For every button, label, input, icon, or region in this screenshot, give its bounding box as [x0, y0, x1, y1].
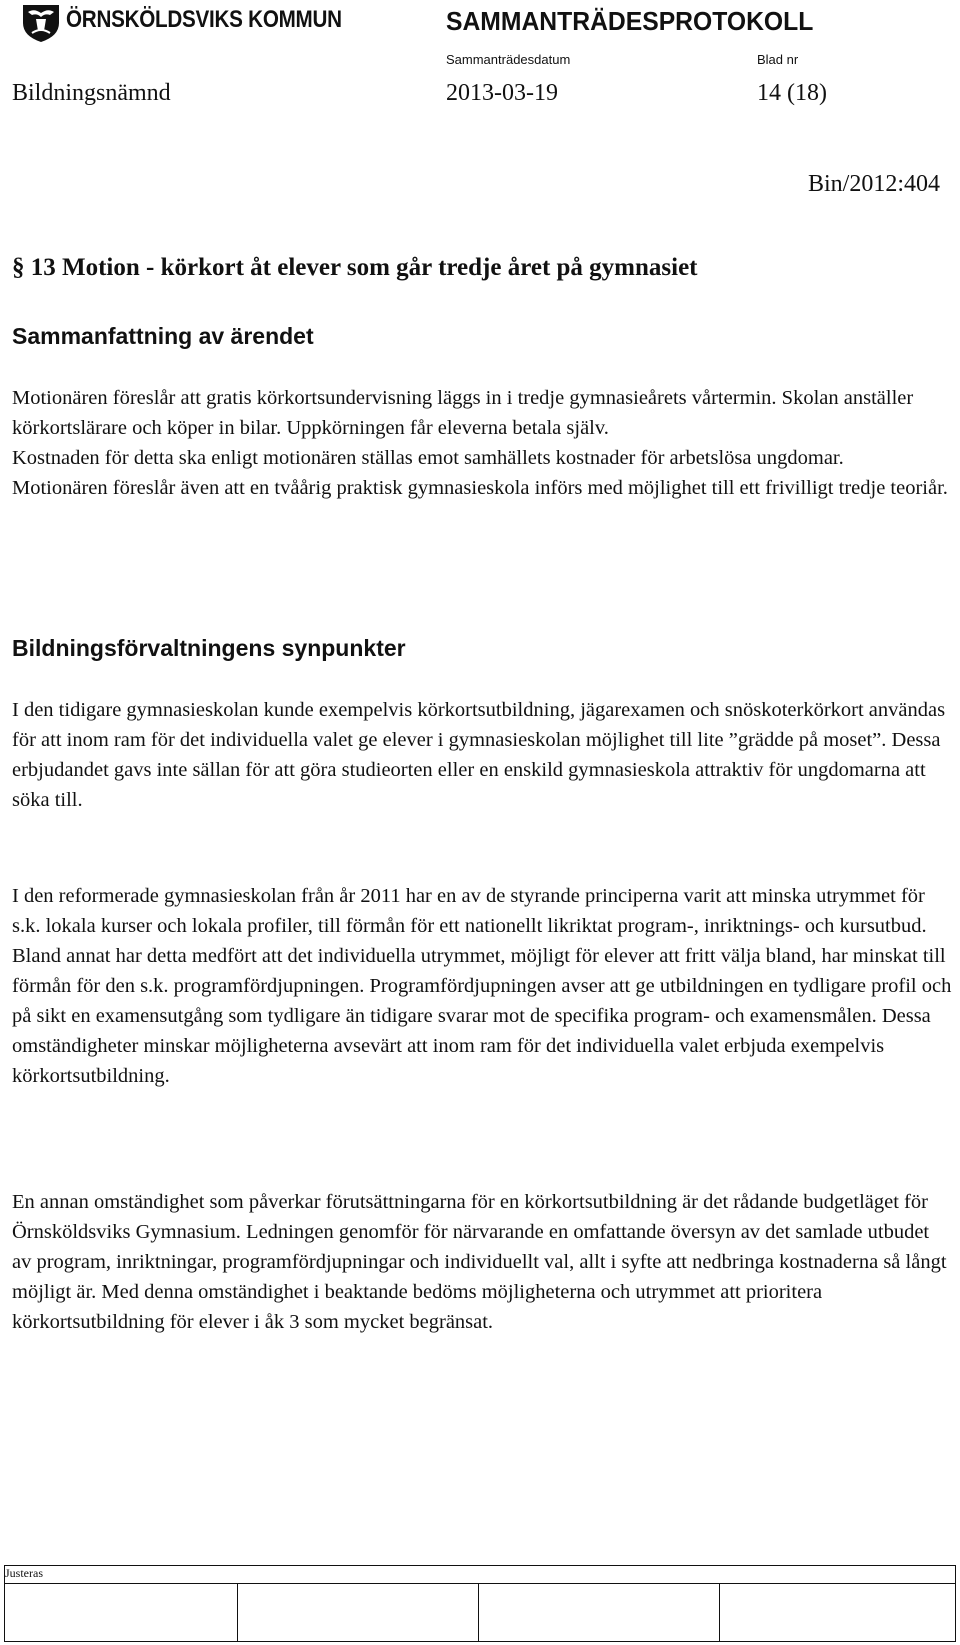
page-label: Blad nr: [757, 52, 799, 67]
justeras-table: [4, 1565, 956, 1642]
signature-cell: [238, 1584, 479, 1642]
signature-cell: [720, 1584, 956, 1642]
viewpoints-heading: Bildningsförvaltningens synpunkter: [12, 635, 406, 661]
document-type: SAMMANTRÄDESPROTOKOLL: [446, 6, 814, 36]
viewpoints-paragraph-1: I den tidigare gymnasieskolan kunde exempelvis körkortsutbildning, jägarexamen och snöskoterkörkort användas för att inom ram för det individuella valet ge elever i gymnasieskolan möjlighet till lite ”grädde på moset”. Dessa erbjudandet gavs inte sällan för att göra studieorten eller en enskild gymnasieskola attraktiv för ungdomarna att söka till.: [12, 699, 946, 811]
summary-text: [12, 383, 952, 503]
committee-name: Bildningsnämnd: [12, 80, 171, 106]
viewpoints-paragraph-2a: I den reformerade gymnasieskolan från år 2011 har en av de styrande principerna varit att minska utrymmet för s.k. lokala kurser och lokala profiler, till förmån för ett nationellt likriktat program-, inriktnings- och kursutbud.: [12, 885, 927, 937]
diary-number: Bin/2012:404: [807, 171, 940, 197]
viewpoints-paragraph-3: En annan omständighet som påverkar förutsättningarna för en körkortsutbildning är det rådande budgetläget för Örnsköldsviks Gymnasium. Ledningen genomför för närvarande en omfattande översyn av det samlade utbudet av program, inriktningar, programfördjupningar och individuellt val, allt i syfte att nedbringa kostnaderna så långt möjligt är. Med denna omständighet i beaktande bedöms möjligheterna och utrymmet att prioritera körkortsutbildning för elever i åk 3 som mycket begränsat.: [12, 1191, 947, 1333]
meeting-date: 2013-03-19: [446, 80, 558, 106]
viewpoints-paragraph-2b: Bland annat har detta medfört att det individuella utrymmet, möjligt för elever att fritt välja bland, har minskat till förmån för den s.k. programfördjupningen. Programfördjupningen avser att ge utbildningen en tydligare profil och på sikt en examensutgång som tydligare än tidigare svarar mot de specifika program- och examensmålen. Dessa omständigheter minskar möjligheterna avsevärt att inom ram för det individuella valet erbjuda exempelvis körkortsutbildning.: [12, 945, 952, 1087]
justeras-label: Justeras: [5, 1566, 956, 1584]
date-label: Sammanträdesdatum: [446, 52, 571, 67]
signature-cell: [5, 1584, 238, 1642]
section-title: § 13 Motion - körkort åt elever som går tredje året på gymnasiet: [12, 254, 698, 281]
municipality-name: ÖRNSKÖLDSVIKS KOMMUN: [66, 6, 342, 33]
summary-paragraph: Motionären föreslår även att en tvåårig praktisk gymnasieskola införs med möjlighet till ett frivilligt tredje teoriår.: [12, 477, 948, 499]
municipality-logo: [20, 3, 62, 43]
signature-cell: [479, 1584, 720, 1642]
viewpoints-paragraph-2: [12, 881, 952, 1091]
summary-paragraph: Kostnaden för detta ska enligt motionären ställas emot samhällets kostnader för arbetslösa ungdomar.: [12, 447, 844, 469]
summary-paragraph: Motionären föreslår att gratis körkortsundervisning läggs in i tredje gymnasieårets vårtermin. Skolan anställer körkortslärare och köper in bilar. Uppkörningen får eleverna betala själv.: [12, 387, 914, 439]
page-number: 14 (18): [757, 80, 827, 106]
summary-heading: Sammanfattning av ärendet: [12, 323, 314, 349]
coat-of-arms-icon: [20, 3, 62, 43]
